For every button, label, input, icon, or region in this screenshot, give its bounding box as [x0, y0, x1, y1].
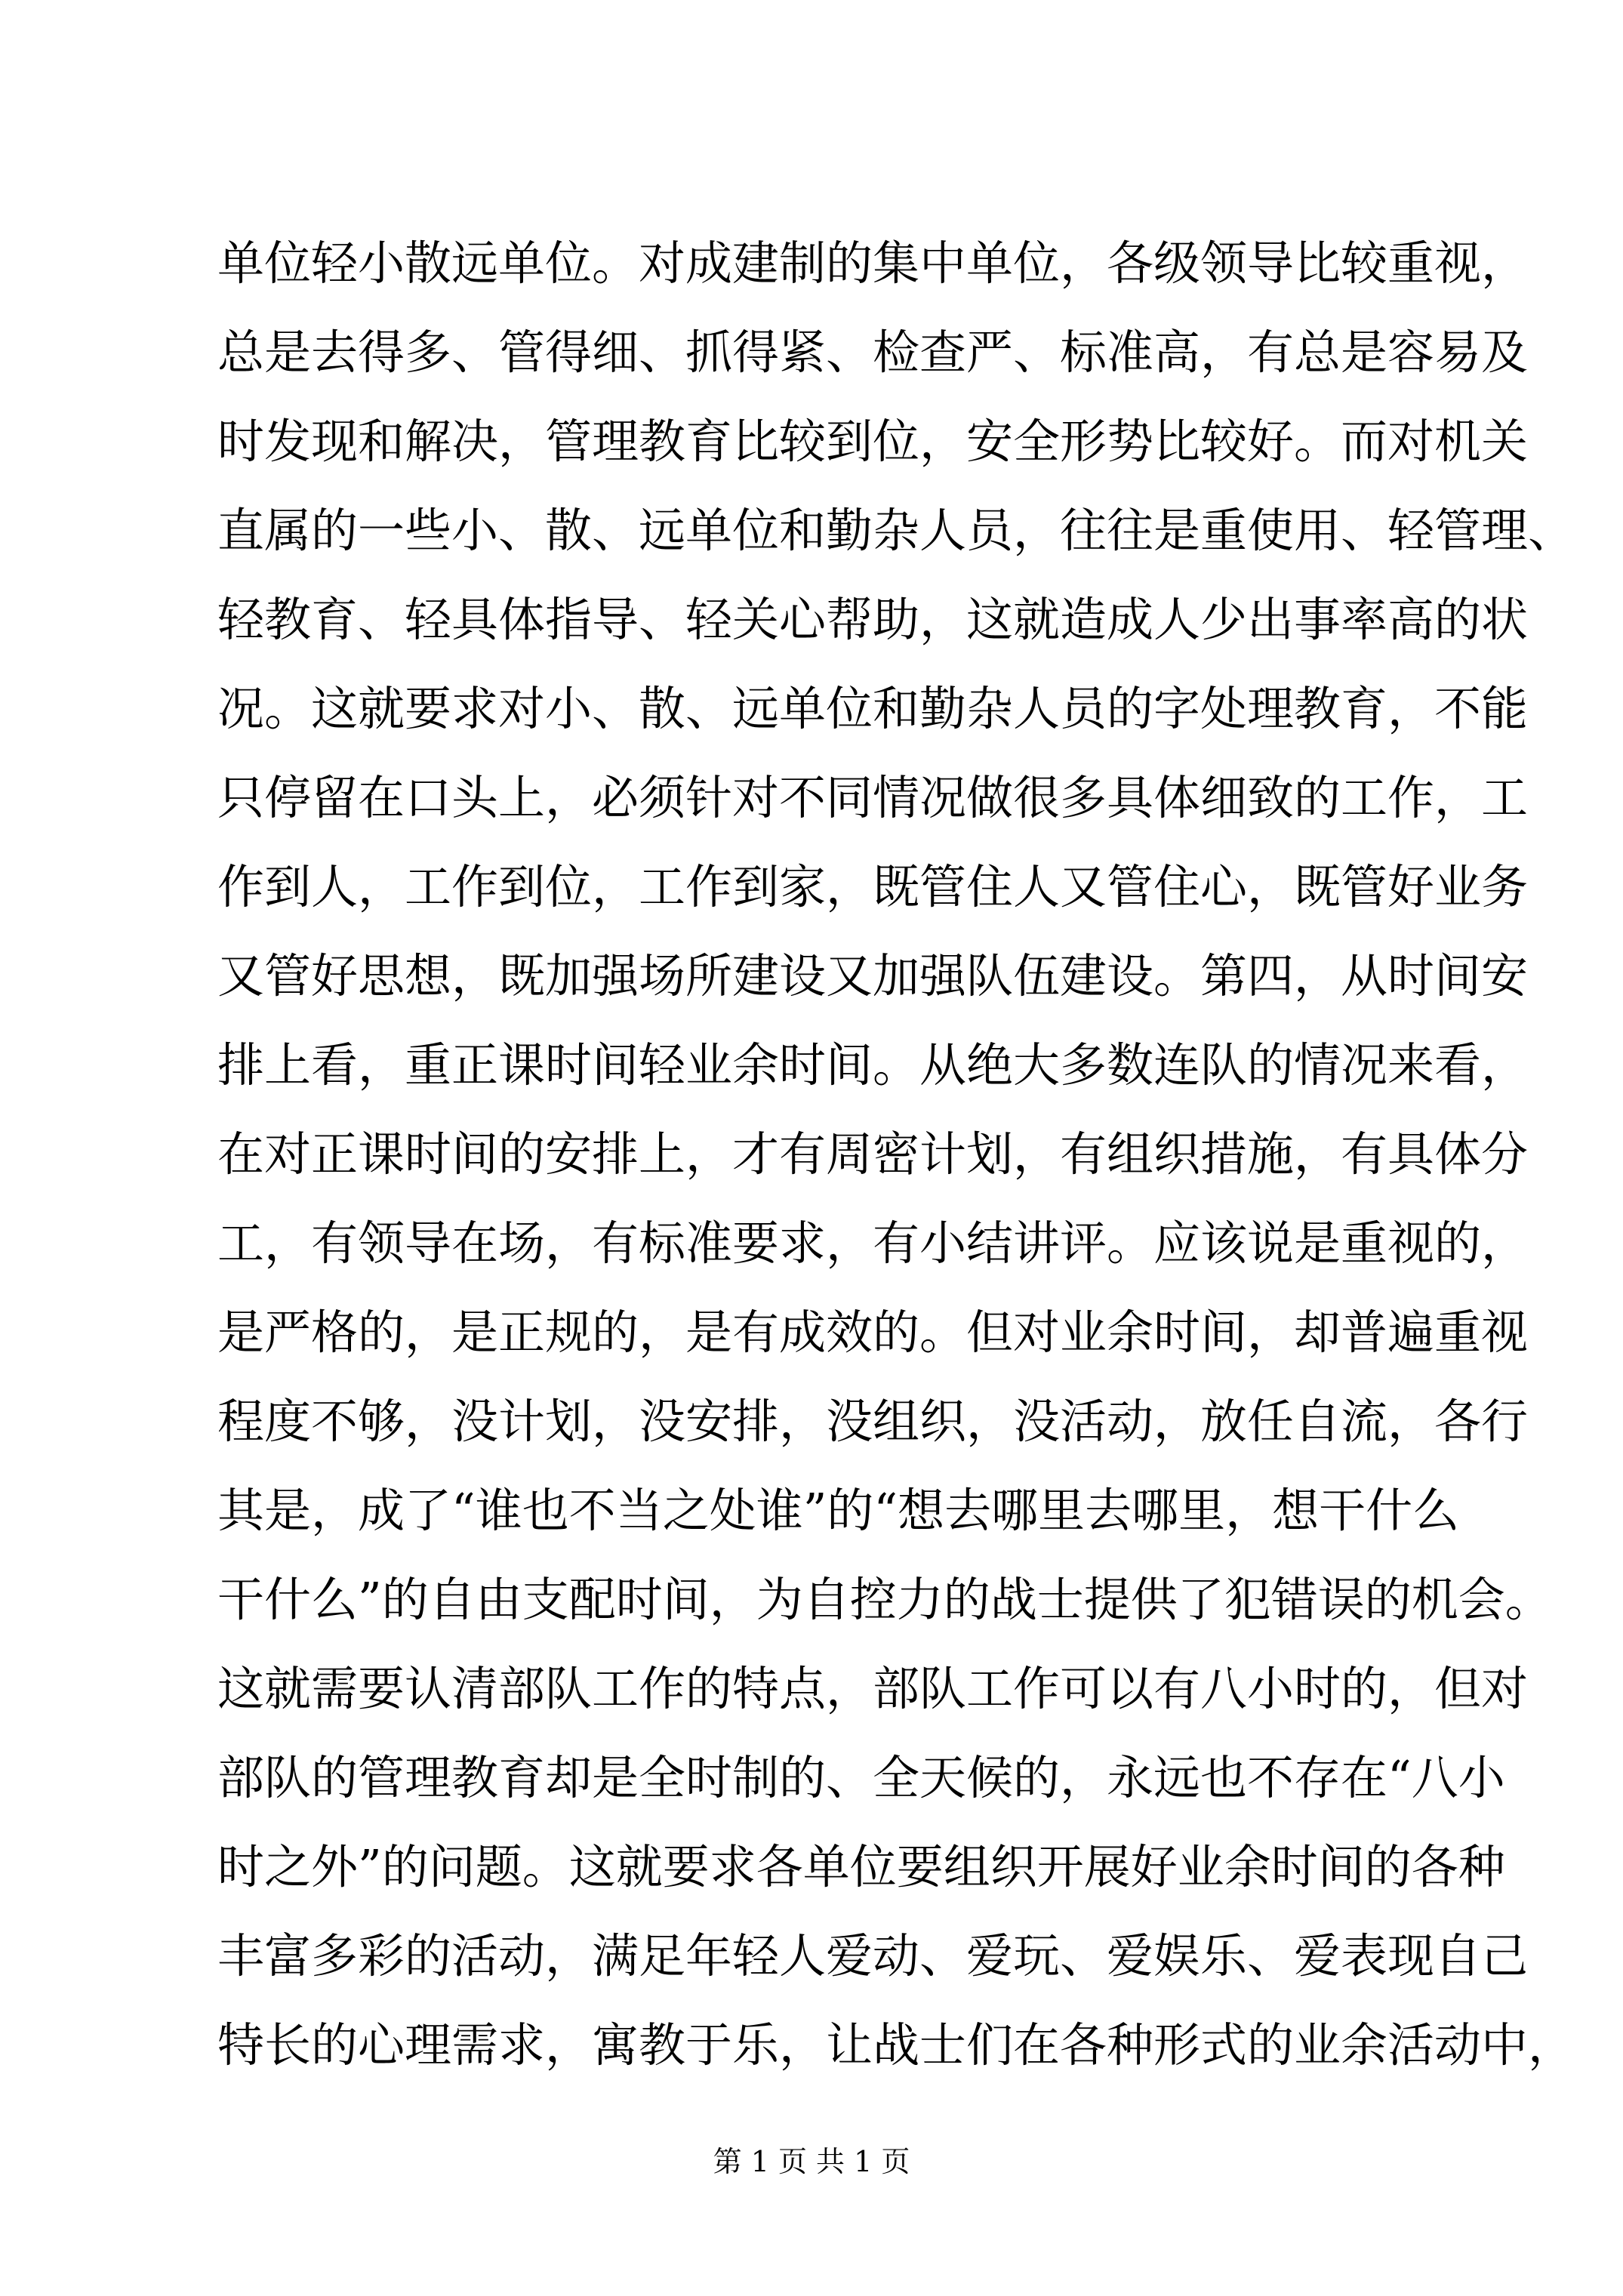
text-line: 是严格的，是正规的，是有成效的。但对业余时间，却普遍重视 — [217, 1305, 1529, 1360]
text-line: 时之外”的问题。这就要求各单位要组织开展好业余时间的各种 — [217, 1839, 1505, 1894]
page-number-footer: 第 1 页 共 1 页 — [713, 2145, 910, 2178]
text-line: 在对正课时间的安排上，才有周密计划，有组织措施，有具体分 — [217, 1126, 1529, 1182]
text-line: 干什么”的自由支配时间，为自控力的战士提供了犯错误的机会。 — [217, 1572, 1552, 1627]
text-line: 特长的心理需求，寓教于乐，让战士们在各种形式的业余活动中， — [217, 2017, 1575, 2073]
text-line: 部队的管理教育却是全时制的、全天候的，永远也不存在“八小 — [217, 1750, 1505, 1805]
text-line: 丰富多彩的活动，满足年轻人爱动、爱玩、爱娱乐、爱表现自己 — [217, 1928, 1529, 1983]
text-line: 时发现和解决，管理教育比较到位，安全形势比较好。而对机关 — [217, 414, 1529, 469]
text-line: 轻教育、轻具体指导、轻关心帮助，这就造成人少出事率高的状 — [217, 592, 1529, 647]
text-line: 又管好思想，既加强场所建设又加强队伍建设。第四，从时间安 — [217, 948, 1529, 1003]
text-line: 其是，成了“谁也不当之处谁”的“想去哪里去哪里，想干什么 — [217, 1483, 1460, 1538]
text-line: 直属的一些小、散、远单位和勤杂人员，往往是重使用、轻管理、 — [217, 503, 1575, 558]
text-line: 这就需要认清部队工作的特点，部队工作可以有八小时的，但对 — [217, 1661, 1529, 1716]
text-line: 程度不够，没计划，没安排，没组织，没活动，放任自流，各行 — [217, 1394, 1529, 1449]
text-line: 作到人，工作到位，工作到家，既管住人又管住心，既管好业务 — [217, 859, 1529, 914]
text-line: 只停留在口头上，必须针对不同情况做很多具体细致的工作，工 — [217, 770, 1529, 825]
text-line: 单位轻小散远单位。对成建制的集中单位，各级领导比较重视， — [217, 236, 1529, 291]
text-line: 况。这就要求对小、散、远单位和勤杂人员的字处理教育，不能 — [217, 681, 1529, 736]
text-line: 排上看，重正课时间轻业余时间。从绝大多数连队的情况来看， — [217, 1037, 1529, 1093]
text-line: 工，有领导在场，有标准要求，有小结讲评。应该说是重视的， — [217, 1216, 1529, 1271]
text-line: 总是去得多、管得细、抓得紧、检查严、标准高，有总是容易及 — [217, 325, 1529, 380]
body-paragraph — [217, 219, 1575, 2090]
